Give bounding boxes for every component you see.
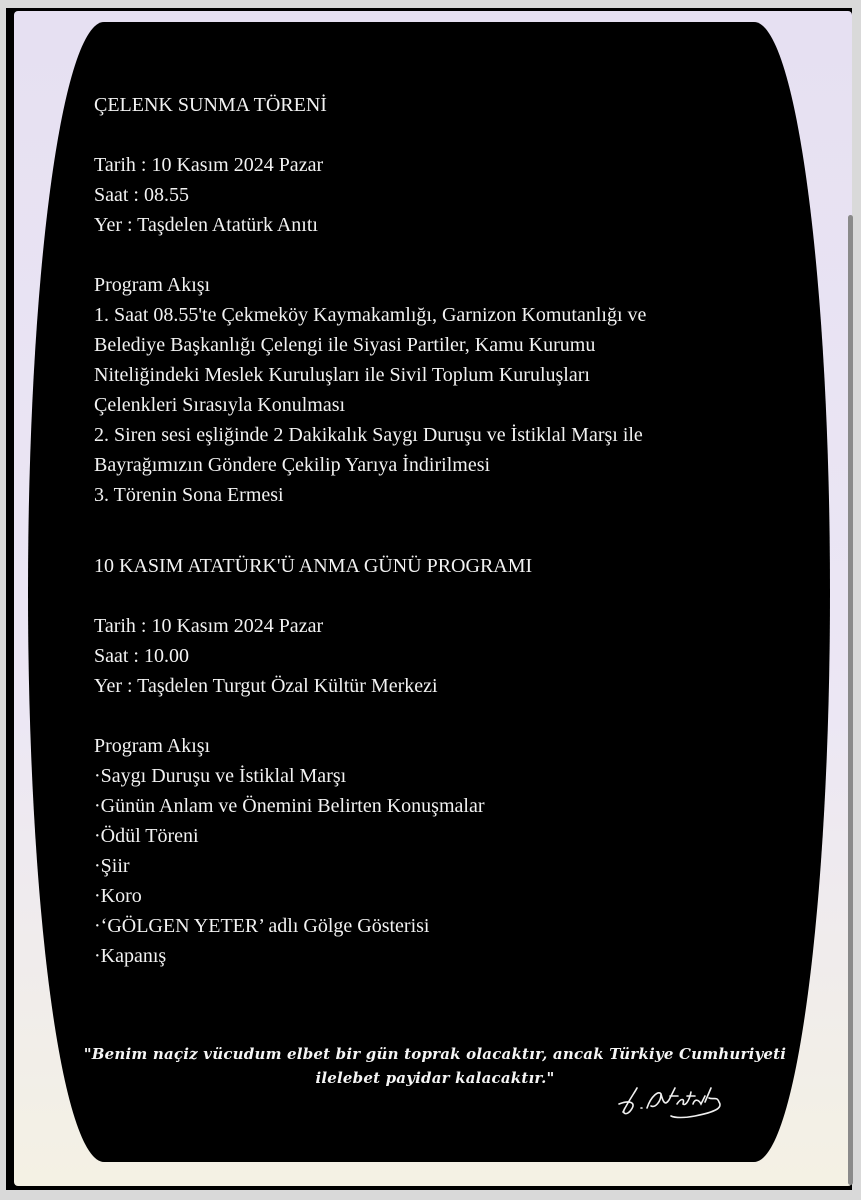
program-line: Çelenkleri Sırasıyla Konulması [94,394,346,416]
program-line: 2. Siren sesi eşliğinde 2 Dakikalık Saygı Duruşu ve İstiklal Marşı ile [94,424,643,446]
ataturk-signature [615,1082,730,1122]
program-line: 1. Saat 08.55'te Çekmeköy Kaymakamlığı, Garnizon Komutanlığı ve [94,304,647,326]
program-item: ·Kapanış [94,945,167,967]
commemoration-title: 10 KASIM ATATÜRK'Ü ANMA GÜNÜ PROGRAMI [94,555,533,577]
ceremony-place: Yer : Taşdelen Atatürk Anıtı [94,214,318,236]
program-item: ·Günün Anlam ve Önemini Belirten Konuşmalar [94,795,485,817]
quote-line-2: ilelebet payidar kalacaktır." [315,1069,555,1087]
ceremony-title: ÇELENK SUNMA TÖRENİ [94,94,327,116]
scrollbar[interactable] [848,215,853,1185]
program-item: ·‘GÖLGEN YETER’ adlı Gölge Gösterisi [94,915,430,937]
program-item: ·Ödül Töreni [94,825,199,847]
program-item: ·Şiir [94,855,130,877]
commemoration-place: Yer : Taşdelen Turgut Özal Kültür Merkezi [94,675,438,697]
commemoration-date: Tarih : 10 Kasım 2024 Pazar [94,615,324,637]
quote-line-1: "Benim naçiz vücudum elbet bir gün toprak olacaktır, ancak Türkiye Cumhuriyeti [83,1045,787,1063]
ceremony-program-heading: Program Akışı [94,274,211,296]
ceremony-time: Saat : 08.55 [94,184,189,206]
program-line: Bayrağımızın Göndere Çekilip Yarıya İndirilmesi [94,454,491,476]
commemoration-program-heading: Program Akışı [94,735,211,757]
program-line: Niteliğindeki Meslek Kuruluşları ile Sivil Toplum Kuruluşları [94,364,590,386]
program-item: ·Saygı Duruşu ve İstiklal Marşı [94,765,347,787]
program-item: ·Koro [94,885,142,907]
commemoration-time: Saat : 10.00 [94,645,189,667]
ceremony-date: Tarih : 10 Kasım 2024 Pazar [94,154,324,176]
program-line: Belediye Başkanlığı Çelengi ile Siyasi Partiler, Kamu Kurumu [94,334,596,356]
program-line: 3. Törenin Sona Ermesi [94,484,284,506]
